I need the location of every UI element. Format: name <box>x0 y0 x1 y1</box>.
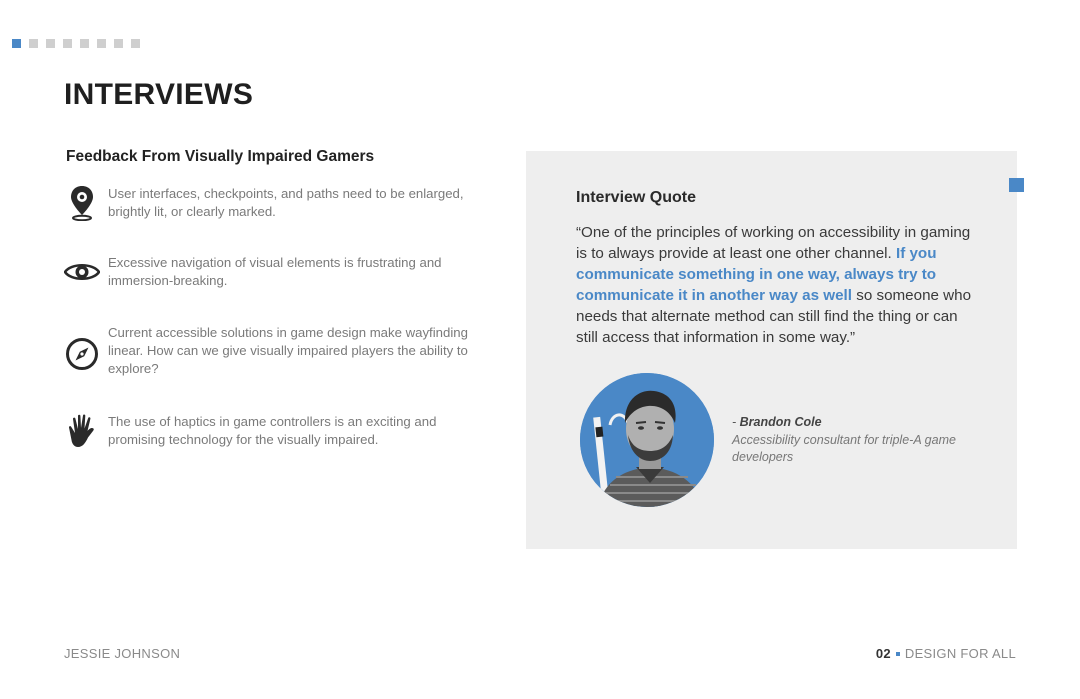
hand-icon <box>64 413 100 449</box>
accent-square <box>1009 178 1024 192</box>
quote-text-part-2: so someone who needs that alternate method can still find the thing or can still access that information in some way.” <box>576 287 972 346</box>
feedback-item <box>64 185 480 221</box>
feedback-item-text: The use of haptics in game controllers is an exciting and promising technology for the visually impaired. <box>108 414 437 447</box>
author-prefix: - <box>732 415 740 429</box>
footer-author: JESSIE JOHNSON <box>64 646 181 661</box>
footer-page-info <box>876 646 1016 661</box>
progress-dot <box>46 39 55 48</box>
author-role: Accessibility consultant for triple-A game developers <box>732 433 956 464</box>
progress-dot <box>29 39 38 48</box>
quote-text-part-1: “One of the principles of working on accessibility in gaming is to always provide at least one other channel. <box>576 224 971 262</box>
feedback-item <box>64 413 480 449</box>
feedback-item-text: Excessive navigation of visual elements is frustrating and immersion-breaking. <box>108 255 442 288</box>
feedback-heading: Feedback From Visually Impaired Gamers <box>66 148 375 165</box>
author-name: Brandon Cole <box>739 415 822 429</box>
feedback-item-text: User interfaces, checkpoints, and paths need to be enlarged, brightly lit, or clearly marked. <box>108 186 464 219</box>
avatar <box>580 373 714 507</box>
feedback-item-text: Current accessible solutions in game design make wayfinding linear. How can we give visually impaired players the ability to explore? <box>108 325 468 376</box>
progress-dot-current <box>12 39 21 48</box>
slide-progress-dots <box>12 39 140 48</box>
footer-separator <box>896 652 900 656</box>
quote-heading: Interview Quote <box>576 189 697 206</box>
progress-dot <box>131 39 140 48</box>
feedback-item <box>64 324 480 378</box>
progress-dot <box>114 39 123 48</box>
map-pin-icon <box>64 185 100 221</box>
progress-dot <box>63 39 72 48</box>
page-number: 02 <box>875 646 891 661</box>
feedback-item <box>64 254 480 290</box>
eye-icon <box>64 254 100 290</box>
quote-author <box>732 415 822 429</box>
progress-dot <box>80 39 89 48</box>
progress-dot <box>97 39 106 48</box>
page-title: INTERVIEWS <box>64 78 254 111</box>
quote-panel <box>526 151 1017 549</box>
quote-highlight: If you communicate something in one way, always try to communicate it in another way as well <box>576 245 937 304</box>
section-name: DESIGN FOR ALL <box>904 646 1016 661</box>
quote-text <box>576 222 976 348</box>
compass-icon <box>64 336 100 372</box>
